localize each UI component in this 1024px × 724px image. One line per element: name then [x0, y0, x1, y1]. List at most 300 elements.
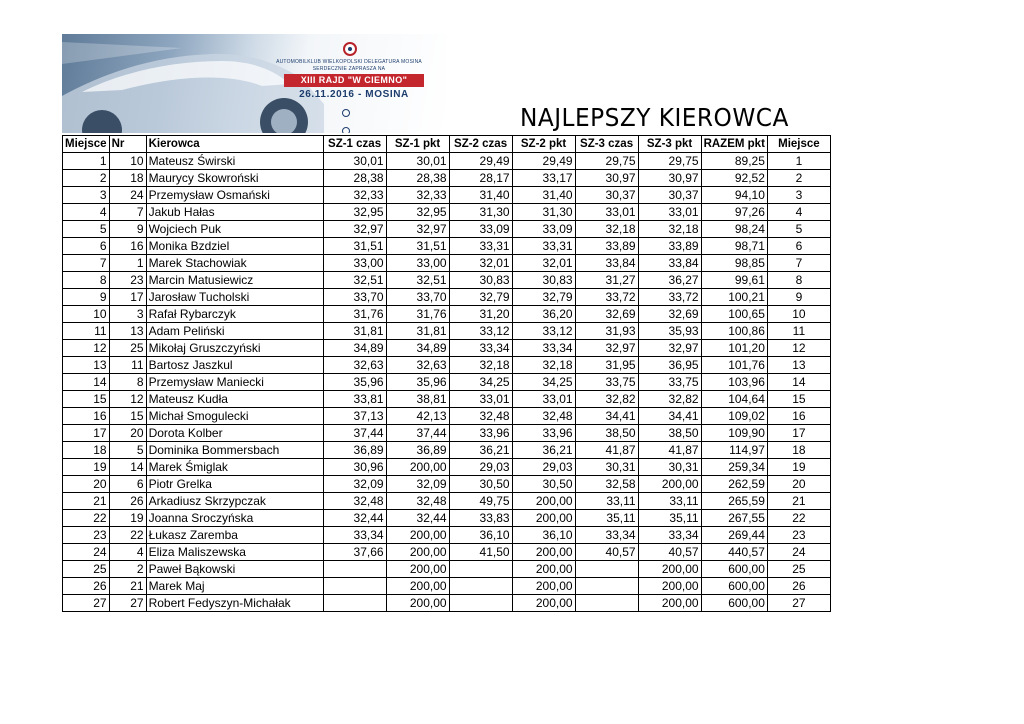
- header-sz3-points: SZ-3 pkt: [638, 136, 701, 153]
- sz2-points-cell: 200,00: [512, 493, 575, 510]
- header-sz1-points: SZ-1 pkt: [386, 136, 449, 153]
- sz3-time-cell: 33,84: [575, 255, 638, 272]
- place-cell: 9: [63, 289, 110, 306]
- table-row: [63, 527, 831, 544]
- sz1-time-cell: [323, 578, 386, 595]
- driver-cell: Jarosław Tucholski: [146, 289, 323, 306]
- sz3-points-cell: 32,18: [638, 221, 701, 238]
- number-cell: 21: [109, 578, 146, 595]
- table-row: [63, 221, 831, 238]
- place-cell: 18: [63, 442, 110, 459]
- final-place-cell: 26: [767, 578, 830, 595]
- sz3-time-cell: 31,95: [575, 357, 638, 374]
- total-points-cell: 109,02: [701, 408, 767, 425]
- sz3-time-cell: 30,37: [575, 187, 638, 204]
- table-row: [63, 187, 831, 204]
- sz3-time-cell: [575, 561, 638, 578]
- driver-cell: Mateusz Kudła: [146, 391, 323, 408]
- table-row: [63, 561, 831, 578]
- sz2-points-cell: 33,34: [512, 340, 575, 357]
- sz3-points-cell: 40,57: [638, 544, 701, 561]
- table-row: [63, 476, 831, 493]
- driver-cell: Maurycy Skowroński: [146, 170, 323, 187]
- sz2-time-cell: 31,20: [449, 306, 512, 323]
- final-place-cell: 22: [767, 510, 830, 527]
- driver-cell: Mikołaj Gruszczyński: [146, 340, 323, 357]
- place-cell: 26: [63, 578, 110, 595]
- header-number: Nr: [109, 136, 146, 153]
- sz2-time-cell: 32,79: [449, 289, 512, 306]
- final-place-cell: 19: [767, 459, 830, 476]
- number-cell: 22: [109, 527, 146, 544]
- sz2-points-cell: 32,18: [512, 357, 575, 374]
- total-points-cell: 100,65: [701, 306, 767, 323]
- total-points-cell: 94,10: [701, 187, 767, 204]
- place-cell: 22: [63, 510, 110, 527]
- number-cell: 26: [109, 493, 146, 510]
- sz2-points-cell: 200,00: [512, 510, 575, 527]
- table-row: [63, 442, 831, 459]
- sz2-time-cell: 29,49: [449, 153, 512, 170]
- number-cell: 5: [109, 442, 146, 459]
- table-row: [63, 238, 831, 255]
- sz1-points-cell: 37,44: [386, 425, 449, 442]
- table-row: [63, 595, 831, 612]
- sz3-time-cell: 33,75: [575, 374, 638, 391]
- table-row: [63, 204, 831, 221]
- place-cell: 24: [63, 544, 110, 561]
- final-place-cell: 25: [767, 561, 830, 578]
- number-cell: 27: [109, 595, 146, 612]
- driver-cell: Arkadiusz Skrzypczak: [146, 493, 323, 510]
- sz1-points-cell: 31,76: [386, 306, 449, 323]
- banner-event-date: 26.11.2016 - MOSINA: [299, 89, 409, 100]
- sz2-points-cell: 32,01: [512, 255, 575, 272]
- total-points-cell: 98,85: [701, 255, 767, 272]
- total-points-cell: 259,34: [701, 459, 767, 476]
- sz3-time-cell: 32,18: [575, 221, 638, 238]
- sz2-time-cell: [449, 578, 512, 595]
- sz2-points-cell: 33,17: [512, 170, 575, 187]
- number-cell: 2: [109, 561, 146, 578]
- final-place-cell: 21: [767, 493, 830, 510]
- sz1-points-cell: 32,51: [386, 272, 449, 289]
- place-cell: 17: [63, 425, 110, 442]
- total-points-cell: 114,97: [701, 442, 767, 459]
- sz3-points-cell: 200,00: [638, 595, 701, 612]
- sz2-time-cell: 30,83: [449, 272, 512, 289]
- driver-cell: Adam Peliński: [146, 323, 323, 340]
- table-row: [63, 289, 831, 306]
- number-cell: 13: [109, 323, 146, 340]
- sz1-points-cell: 200,00: [386, 527, 449, 544]
- sz2-points-cell: 30,83: [512, 272, 575, 289]
- sz3-time-cell: [575, 595, 638, 612]
- driver-cell: Robert Fedyszyn-Michałak: [146, 595, 323, 612]
- final-place-cell: 9: [767, 289, 830, 306]
- sz1-points-cell: 200,00: [386, 561, 449, 578]
- place-cell: 5: [63, 221, 110, 238]
- sz3-points-cell: 38,50: [638, 425, 701, 442]
- sz1-points-cell: 200,00: [386, 595, 449, 612]
- total-points-cell: 104,64: [701, 391, 767, 408]
- table-row: [63, 323, 831, 340]
- total-points-cell: 267,55: [701, 510, 767, 527]
- sz3-time-cell: 31,27: [575, 272, 638, 289]
- table-row: [63, 408, 831, 425]
- page-title: NAJLEPSZY KIEROWCA: [520, 103, 789, 132]
- sz2-time-cell: 29,03: [449, 459, 512, 476]
- final-place-cell: 24: [767, 544, 830, 561]
- sz1-points-cell: 32,33: [386, 187, 449, 204]
- table-row: [63, 153, 831, 170]
- sz1-points-cell: 31,81: [386, 323, 449, 340]
- sz2-time-cell: 33,01: [449, 391, 512, 408]
- final-place-cell: 23: [767, 527, 830, 544]
- number-cell: 7: [109, 204, 146, 221]
- sz3-time-cell: 30,31: [575, 459, 638, 476]
- sz3-points-cell: 32,69: [638, 306, 701, 323]
- number-cell: 25: [109, 340, 146, 357]
- sz3-points-cell: 32,97: [638, 340, 701, 357]
- place-cell: 7: [63, 255, 110, 272]
- total-points-cell: 265,59: [701, 493, 767, 510]
- sz3-time-cell: 29,75: [575, 153, 638, 170]
- sz3-time-cell: 30,97: [575, 170, 638, 187]
- sz2-points-cell: 33,31: [512, 238, 575, 255]
- sz1-points-cell: 38,81: [386, 391, 449, 408]
- number-cell: 15: [109, 408, 146, 425]
- sz1-points-cell: 32,44: [386, 510, 449, 527]
- header-sz2-points: SZ-2 pkt: [512, 136, 575, 153]
- sz2-points-cell: 29,49: [512, 153, 575, 170]
- sz1-time-cell: 36,89: [323, 442, 386, 459]
- sz1-points-cell: 32,97: [386, 221, 449, 238]
- sz3-points-cell: 33,11: [638, 493, 701, 510]
- sz3-time-cell: 41,87: [575, 442, 638, 459]
- club-emblem-icon: [343, 42, 357, 56]
- header-driver: Kierowca: [146, 136, 323, 153]
- sz2-time-cell: 49,75: [449, 493, 512, 510]
- sz2-points-cell: 34,25: [512, 374, 575, 391]
- table-row: [63, 425, 831, 442]
- sz2-points-cell: 36,20: [512, 306, 575, 323]
- sz2-time-cell: 34,25: [449, 374, 512, 391]
- sz2-points-cell: 32,48: [512, 408, 575, 425]
- banner-event-name: XIII RAJD "W CIEMNO": [284, 74, 424, 87]
- sz1-points-cell: 200,00: [386, 578, 449, 595]
- final-place-cell: 12: [767, 340, 830, 357]
- driver-cell: Dorota Kolber: [146, 425, 323, 442]
- sz1-points-cell: 33,70: [386, 289, 449, 306]
- sz2-time-cell: [449, 561, 512, 578]
- number-cell: 17: [109, 289, 146, 306]
- sz3-points-cell: 33,01: [638, 204, 701, 221]
- sz3-points-cell: 33,89: [638, 238, 701, 255]
- sz2-points-cell: 36,21: [512, 442, 575, 459]
- place-cell: 16: [63, 408, 110, 425]
- final-place-cell: 27: [767, 595, 830, 612]
- final-place-cell: 16: [767, 408, 830, 425]
- sz2-time-cell: 33,34: [449, 340, 512, 357]
- sz3-time-cell: 31,93: [575, 323, 638, 340]
- driver-cell: Joanna Sroczyńska: [146, 510, 323, 527]
- sz2-time-cell: 33,12: [449, 323, 512, 340]
- table-header-row: [63, 136, 831, 153]
- number-cell: 1: [109, 255, 146, 272]
- sz1-time-cell: 33,70: [323, 289, 386, 306]
- header-place-final: Miejsce: [767, 136, 830, 153]
- total-points-cell: 100,21: [701, 289, 767, 306]
- sz1-time-cell: 34,89: [323, 340, 386, 357]
- table-row: [63, 255, 831, 272]
- sz1-time-cell: 37,66: [323, 544, 386, 561]
- driver-cell: Wojciech Puk: [146, 221, 323, 238]
- total-points-cell: 262,59: [701, 476, 767, 493]
- sz1-time-cell: 37,44: [323, 425, 386, 442]
- sz2-time-cell: 31,30: [449, 204, 512, 221]
- sz1-points-cell: 30,01: [386, 153, 449, 170]
- sz2-time-cell: 33,31: [449, 238, 512, 255]
- sz3-time-cell: 33,89: [575, 238, 638, 255]
- results-table: [62, 135, 831, 612]
- total-points-cell: 101,20: [701, 340, 767, 357]
- final-place-cell: 6: [767, 238, 830, 255]
- driver-cell: Monika Bzdziel: [146, 238, 323, 255]
- place-cell: 1: [63, 153, 110, 170]
- sz2-time-cell: 28,17: [449, 170, 512, 187]
- sz1-points-cell: 32,63: [386, 357, 449, 374]
- number-cell: 14: [109, 459, 146, 476]
- sz3-time-cell: [575, 578, 638, 595]
- sz1-time-cell: 33,81: [323, 391, 386, 408]
- total-points-cell: 600,00: [701, 578, 767, 595]
- number-cell: 8: [109, 374, 146, 391]
- total-points-cell: 101,76: [701, 357, 767, 374]
- place-cell: 13: [63, 357, 110, 374]
- number-cell: 12: [109, 391, 146, 408]
- final-place-cell: 17: [767, 425, 830, 442]
- sz1-points-cell: 200,00: [386, 544, 449, 561]
- table-row: [63, 459, 831, 476]
- table-row: [63, 544, 831, 561]
- sz2-points-cell: 33,12: [512, 323, 575, 340]
- sz1-points-cell: 32,95: [386, 204, 449, 221]
- sz1-time-cell: [323, 595, 386, 612]
- final-place-cell: 14: [767, 374, 830, 391]
- sz1-time-cell: 32,95: [323, 204, 386, 221]
- sz3-points-cell: 36,27: [638, 272, 701, 289]
- place-cell: 12: [63, 340, 110, 357]
- driver-cell: Piotr Grelka: [146, 476, 323, 493]
- sz2-points-cell: 200,00: [512, 561, 575, 578]
- table-row: [63, 357, 831, 374]
- number-cell: 11: [109, 357, 146, 374]
- place-cell: 4: [63, 204, 110, 221]
- driver-cell: Marek Śmiglak: [146, 459, 323, 476]
- table-row: [63, 374, 831, 391]
- sz1-points-cell: 31,51: [386, 238, 449, 255]
- sz2-points-cell: 30,50: [512, 476, 575, 493]
- total-points-cell: 92,52: [701, 170, 767, 187]
- sz3-points-cell: 30,31: [638, 459, 701, 476]
- sz3-points-cell: 36,95: [638, 357, 701, 374]
- driver-cell: Łukasz Zaremba: [146, 527, 323, 544]
- driver-cell: Marek Stachowiak: [146, 255, 323, 272]
- sz1-points-cell: 28,38: [386, 170, 449, 187]
- final-place-cell: 3: [767, 187, 830, 204]
- place-cell: 11: [63, 323, 110, 340]
- sz2-points-cell: 29,03: [512, 459, 575, 476]
- total-points-cell: 269,44: [701, 527, 767, 544]
- sz3-time-cell: 33,72: [575, 289, 638, 306]
- driver-cell: Mateusz Świrski: [146, 153, 323, 170]
- place-cell: 8: [63, 272, 110, 289]
- final-place-cell: 11: [767, 323, 830, 340]
- number-cell: 4: [109, 544, 146, 561]
- place-cell: 10: [63, 306, 110, 323]
- header-sz2-time: SZ-2 czas: [449, 136, 512, 153]
- sz1-points-cell: 200,00: [386, 459, 449, 476]
- sz3-time-cell: 33,01: [575, 204, 638, 221]
- sz1-points-cell: 36,89: [386, 442, 449, 459]
- sz1-time-cell: 31,76: [323, 306, 386, 323]
- sz1-time-cell: 32,63: [323, 357, 386, 374]
- sz1-time-cell: 32,48: [323, 493, 386, 510]
- sz2-time-cell: 33,96: [449, 425, 512, 442]
- sz2-points-cell: 32,79: [512, 289, 575, 306]
- driver-cell: Paweł Bąkowski: [146, 561, 323, 578]
- driver-cell: Bartosz Jaszkul: [146, 357, 323, 374]
- sz3-points-cell: 32,82: [638, 391, 701, 408]
- sz2-time-cell: 41,50: [449, 544, 512, 561]
- table-row: [63, 578, 831, 595]
- sz3-time-cell: 33,11: [575, 493, 638, 510]
- total-points-cell: 97,26: [701, 204, 767, 221]
- sz2-time-cell: 30,50: [449, 476, 512, 493]
- final-place-cell: 15: [767, 391, 830, 408]
- place-cell: 21: [63, 493, 110, 510]
- place-cell: 2: [63, 170, 110, 187]
- total-points-cell: 600,00: [701, 595, 767, 612]
- number-cell: 23: [109, 272, 146, 289]
- place-cell: 6: [63, 238, 110, 255]
- final-place-cell: 2: [767, 170, 830, 187]
- table-row: [63, 391, 831, 408]
- sz3-time-cell: 32,97: [575, 340, 638, 357]
- place-cell: 15: [63, 391, 110, 408]
- sz2-time-cell: 33,09: [449, 221, 512, 238]
- sz2-time-cell: 33,83: [449, 510, 512, 527]
- place-cell: 3: [63, 187, 110, 204]
- sponsor-logos-icon: [342, 104, 356, 114]
- sz1-points-cell: 35,96: [386, 374, 449, 391]
- number-cell: 24: [109, 187, 146, 204]
- table-row: [63, 493, 831, 510]
- event-banner: [62, 34, 447, 133]
- sz2-points-cell: 36,10: [512, 527, 575, 544]
- sz2-points-cell: 31,40: [512, 187, 575, 204]
- final-place-cell: 10: [767, 306, 830, 323]
- sz3-points-cell: 33,72: [638, 289, 701, 306]
- sz3-points-cell: 200,00: [638, 561, 701, 578]
- final-place-cell: 8: [767, 272, 830, 289]
- number-cell: 6: [109, 476, 146, 493]
- sz3-points-cell: 29,75: [638, 153, 701, 170]
- total-points-cell: 109,90: [701, 425, 767, 442]
- place-cell: 19: [63, 459, 110, 476]
- final-place-cell: 1: [767, 153, 830, 170]
- sz1-time-cell: 30,01: [323, 153, 386, 170]
- total-points-cell: 98,24: [701, 221, 767, 238]
- header-place: Miejsce: [63, 136, 110, 153]
- sz1-time-cell: 32,33: [323, 187, 386, 204]
- sz2-points-cell: 200,00: [512, 544, 575, 561]
- total-points-cell: 99,61: [701, 272, 767, 289]
- sz1-points-cell: 32,48: [386, 493, 449, 510]
- place-cell: 23: [63, 527, 110, 544]
- sz2-points-cell: 31,30: [512, 204, 575, 221]
- sz3-time-cell: 33,34: [575, 527, 638, 544]
- driver-cell: Rafał Rybarczyk: [146, 306, 323, 323]
- number-cell: 19: [109, 510, 146, 527]
- sz1-time-cell: 37,13: [323, 408, 386, 425]
- sz2-points-cell: 33,96: [512, 425, 575, 442]
- sz2-points-cell: 33,01: [512, 391, 575, 408]
- sz1-time-cell: [323, 561, 386, 578]
- header-sz3-time: SZ-3 czas: [575, 136, 638, 153]
- total-points-cell: 103,96: [701, 374, 767, 391]
- total-points-cell: 600,00: [701, 561, 767, 578]
- sz2-points-cell: 200,00: [512, 578, 575, 595]
- sz2-time-cell: 32,18: [449, 357, 512, 374]
- sz1-time-cell: 33,34: [323, 527, 386, 544]
- total-points-cell: 100,86: [701, 323, 767, 340]
- sz1-time-cell: 31,51: [323, 238, 386, 255]
- sz2-points-cell: 200,00: [512, 595, 575, 612]
- driver-cell: Michał Smogulecki: [146, 408, 323, 425]
- final-place-cell: 20: [767, 476, 830, 493]
- sz2-time-cell: 32,01: [449, 255, 512, 272]
- sz3-points-cell: 33,75: [638, 374, 701, 391]
- sz3-points-cell: 30,37: [638, 187, 701, 204]
- final-place-cell: 13: [767, 357, 830, 374]
- number-cell: 16: [109, 238, 146, 255]
- sz3-points-cell: 33,84: [638, 255, 701, 272]
- sz3-time-cell: 32,69: [575, 306, 638, 323]
- place-cell: 20: [63, 476, 110, 493]
- sz3-points-cell: 35,93: [638, 323, 701, 340]
- table-row: [63, 340, 831, 357]
- driver-cell: Marek Maj: [146, 578, 323, 595]
- table-row: [63, 170, 831, 187]
- banner-club-line: AUTOMOBILKLUB WIELKOPOLSKI DELEGATURA MOSINA: [276, 59, 422, 65]
- sz1-points-cell: 42,13: [386, 408, 449, 425]
- sz1-points-cell: 32,09: [386, 476, 449, 493]
- sz1-time-cell: 32,44: [323, 510, 386, 527]
- sz1-time-cell: 32,09: [323, 476, 386, 493]
- sz2-time-cell: 36,21: [449, 442, 512, 459]
- sz2-time-cell: 36,10: [449, 527, 512, 544]
- sz3-points-cell: 35,11: [638, 510, 701, 527]
- number-cell: 9: [109, 221, 146, 238]
- sz3-time-cell: 40,57: [575, 544, 638, 561]
- sz3-time-cell: 32,58: [575, 476, 638, 493]
- sz3-time-cell: 35,11: [575, 510, 638, 527]
- sz1-points-cell: 33,00: [386, 255, 449, 272]
- number-cell: 10: [109, 153, 146, 170]
- sz3-time-cell: 32,82: [575, 391, 638, 408]
